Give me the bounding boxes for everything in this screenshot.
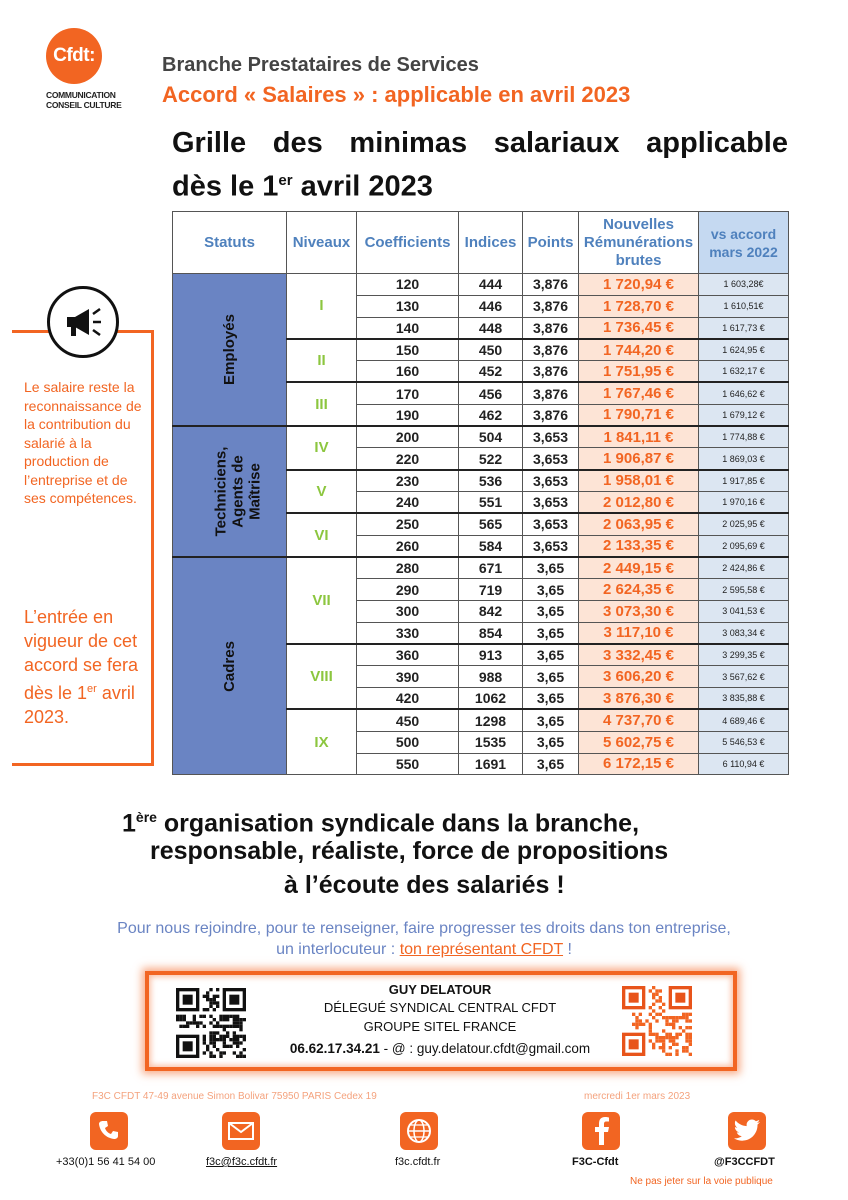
side-text-salaire: Le salaire reste la reconnaissance de la contribution du salarié à la production de l’entreprise et de ses compétences. <box>24 379 142 506</box>
remuneration-cell: 1 744,20 € <box>579 339 699 361</box>
logo-circle: Cfdt: <box>46 28 102 84</box>
qr-code-left[interactable] <box>176 988 246 1058</box>
remuneration-cell: 3 117,10 € <box>579 622 699 644</box>
grille-word: des <box>272 127 323 159</box>
header-points: Points <box>523 212 579 274</box>
slogan-line1-b: organisation syndicale dans la branche, <box>156 809 640 838</box>
table-row <box>173 557 789 579</box>
grille-line2-a: dès le 1 <box>172 170 279 203</box>
points-cell: 3,65 <box>523 688 579 710</box>
footer-disclaimer: Ne pas jeter sur la voie publique <box>630 1176 773 1187</box>
statut-label: Employés <box>221 314 238 385</box>
previous-salary-cell: 1 632,17 € <box>699 361 789 383</box>
niveau-cell: I <box>287 274 357 339</box>
points-cell: 3,65 <box>523 753 579 775</box>
remuneration-cell: 3 876,30 € <box>579 688 699 710</box>
remuneration-cell: 1 736,45 € <box>579 317 699 339</box>
table-body <box>173 274 789 775</box>
points-cell: 3,65 <box>523 644 579 666</box>
points-cell: 3,653 <box>523 491 579 513</box>
indice-cell: 565 <box>459 513 523 535</box>
logo-line1: COMMUNICATION <box>46 90 116 100</box>
indice-cell: 584 <box>459 535 523 557</box>
header-indices: Indices <box>459 212 523 274</box>
remuneration-cell: 6 172,15 € <box>579 753 699 775</box>
previous-salary-cell: 5 546,53 € <box>699 731 789 753</box>
indice-cell: 536 <box>459 470 523 492</box>
indice-cell: 1062 <box>459 688 523 710</box>
previous-salary-cell: 2 595,58 € <box>699 579 789 601</box>
indice-cell: 522 <box>459 448 523 470</box>
previous-salary-cell: 1 617,73 € <box>699 317 789 339</box>
indice-cell: 842 <box>459 600 523 622</box>
previous-salary-cell: 1 679,12 € <box>699 404 789 426</box>
remuneration-cell: 2 063,95 € <box>579 513 699 535</box>
points-cell: 3,653 <box>523 426 579 448</box>
join-line2 <box>40 939 808 960</box>
header-statuts: Statuts <box>173 212 287 274</box>
niveau-cell: VII <box>287 557 357 644</box>
previous-salary-cell: 2 424,86 € <box>699 557 789 579</box>
join-line1: Pour nous rejoindre, pour te renseigner, faire progresser tes droits dans ton entreprise, <box>117 920 731 937</box>
side-text-entree <box>24 605 144 729</box>
remuneration-cell: 1 841,11 € <box>579 426 699 448</box>
remuneration-cell: 1 751,95 € <box>579 361 699 383</box>
indice-cell: 671 <box>459 557 523 579</box>
contact-role: DÉLEGUÉ SYNDICAL CENTRAL CFDT <box>323 1000 557 1015</box>
remuneration-cell: 2 624,35 € <box>579 579 699 601</box>
table-row <box>173 426 789 448</box>
previous-salary-cell: 3 835,88 € <box>699 688 789 710</box>
grille-word: minimas <box>349 127 468 159</box>
previous-salary-cell: 1 774,88 € <box>699 426 789 448</box>
previous-salary-cell: 1 970,16 € <box>699 491 789 513</box>
indice-cell: 913 <box>459 644 523 666</box>
contact-group: GROUPE SITEL FRANCE <box>363 1019 517 1034</box>
statut-label: Techniciens, Agents de Maîtrise <box>212 446 264 537</box>
statut-cell <box>173 274 287 427</box>
coef-cell: 260 <box>357 535 459 557</box>
footer-mail-label[interactable]: f3c@f3c.cfdt.fr <box>206 1156 278 1168</box>
grille-line2-b: avril 2023 <box>292 170 433 203</box>
coef-cell: 390 <box>357 666 459 688</box>
slogan-line3: à l’écoute des salariés ! <box>284 871 565 899</box>
points-cell: 3,65 <box>523 600 579 622</box>
coef-cell: 220 <box>357 448 459 470</box>
side-text2-b: avril 2023. <box>24 683 135 727</box>
twitter-icon[interactable] <box>728 1112 766 1150</box>
previous-salary-cell: 1 610,51€ <box>699 295 789 317</box>
previous-salary-cell: 3 083,34 € <box>699 622 789 644</box>
accord-title: Accord « Salaires » : applicable en avril 2023 <box>162 82 631 107</box>
slogan-line1-sup: ère <box>135 809 157 825</box>
header-coefficients: Coefficients <box>357 212 459 274</box>
points-cell: 3,876 <box>523 404 579 426</box>
contact-email[interactable]: guy.delatour.cfdt@gmail.com <box>416 1041 591 1056</box>
representant-link[interactable]: ton représentant CFDT <box>399 941 564 958</box>
table-row <box>173 274 789 296</box>
previous-salary-cell: 1 603,28€ <box>699 274 789 296</box>
indice-cell: 448 <box>459 317 523 339</box>
points-cell: 3,876 <box>523 274 579 296</box>
remuneration-cell: 2 449,15 € <box>579 557 699 579</box>
points-cell: 3,653 <box>523 470 579 492</box>
remuneration-cell: 1 720,94 € <box>579 274 699 296</box>
statut-label: Cadres <box>220 640 238 692</box>
coef-cell: 240 <box>357 491 459 513</box>
remuneration-cell: 1 728,70 € <box>579 295 699 317</box>
join-text <box>40 918 808 960</box>
points-cell: 3,65 <box>523 731 579 753</box>
coef-cell: 330 <box>357 622 459 644</box>
header-vs-accord: vs accord mars 2022 <box>699 212 789 274</box>
grille-title <box>172 124 788 206</box>
header-nouvelles-remunerations: Nouvelles Rémunérations brutes <box>579 212 699 274</box>
globe-icon[interactable] <box>400 1112 438 1150</box>
logo-line2: CONSEIL CULTURE <box>46 100 122 110</box>
points-cell: 3,65 <box>523 709 579 731</box>
coef-cell: 230 <box>357 470 459 492</box>
statut-cell <box>173 426 287 557</box>
footer-twitter-label[interactable]: @F3CCFDT <box>714 1156 775 1168</box>
points-cell: 3,876 <box>523 295 579 317</box>
contact-separator: - @ : <box>379 1041 417 1056</box>
megaphone-icon <box>47 286 119 358</box>
indice-cell: 444 <box>459 274 523 296</box>
contact-phone-number[interactable]: 06.62.17.34.21 <box>289 1041 380 1056</box>
salary-grid-table <box>172 211 789 775</box>
statut-cell <box>173 557 287 775</box>
remuneration-cell: 3 606,20 € <box>579 666 699 688</box>
remuneration-cell: 1 767,46 € <box>579 382 699 404</box>
coef-cell: 200 <box>357 426 459 448</box>
indice-cell: 504 <box>459 426 523 448</box>
grille-word: Grille <box>172 127 247 159</box>
niveau-cell: III <box>287 382 357 426</box>
niveau-cell: IX <box>287 709 357 774</box>
join-line2-b: ! <box>563 941 572 958</box>
points-cell: 3,653 <box>523 513 579 535</box>
coef-cell: 150 <box>357 339 459 361</box>
points-cell: 3,65 <box>523 557 579 579</box>
niveau-cell: VIII <box>287 644 357 709</box>
contact-phone-email <box>240 1041 640 1056</box>
points-cell: 3,876 <box>523 339 579 361</box>
side-text2-a: L’entrée en vigueur de cet accord se fera dès le 1 <box>24 607 139 703</box>
remuneration-cell: 3 332,45 € <box>579 644 699 666</box>
mail-icon[interactable] <box>222 1112 260 1150</box>
indice-cell: 1535 <box>459 731 523 753</box>
indice-cell: 551 <box>459 491 523 513</box>
points-cell: 3,653 <box>523 448 579 470</box>
footer-phone-label: +33(0)1 56 41 54 00 <box>56 1156 156 1168</box>
indice-cell: 446 <box>459 295 523 317</box>
header-niveaux: Niveaux <box>287 212 357 274</box>
grille-word: salariaux <box>493 127 620 159</box>
previous-salary-cell: 1 869,03 € <box>699 448 789 470</box>
branche-title: Branche Prestataires de Services <box>162 54 479 76</box>
slogan-line2: responsable, réaliste, force de propositions <box>150 837 669 865</box>
remuneration-cell: 2 133,35 € <box>579 535 699 557</box>
contact-name: GUY DELATOUR <box>388 982 492 997</box>
coef-cell: 450 <box>357 709 459 731</box>
join-line2-a: un interlocuteur : <box>276 941 400 958</box>
indice-cell: 854 <box>459 622 523 644</box>
indice-cell: 450 <box>459 339 523 361</box>
footer-date: mercredi 1er mars 2023 <box>584 1091 691 1102</box>
previous-salary-cell: 1 917,85 € <box>699 470 789 492</box>
indice-cell: 462 <box>459 404 523 426</box>
niveau-cell: VI <box>287 513 357 557</box>
previous-salary-cell: 2 025,95 € <box>699 513 789 535</box>
grille-word: applicable <box>646 127 788 159</box>
remuneration-cell: 3 073,30 € <box>579 600 699 622</box>
cfdt-logo <box>44 26 122 110</box>
points-cell: 3,876 <box>523 382 579 404</box>
coef-cell: 290 <box>357 579 459 601</box>
slogan-line1-a: 1 <box>122 809 136 838</box>
coef-cell: 300 <box>357 600 459 622</box>
previous-salary-cell: 2 095,69 € <box>699 535 789 557</box>
footer-facebook-label[interactable]: F3C-Cfdt <box>572 1156 619 1168</box>
previous-salary-cell: 6 110,94 € <box>699 753 789 775</box>
remuneration-cell: 1 958,01 € <box>579 470 699 492</box>
coef-cell: 420 <box>357 688 459 710</box>
previous-salary-cell: 1 646,62 € <box>699 382 789 404</box>
coef-cell: 130 <box>357 295 459 317</box>
previous-salary-cell: 3 299,35 € <box>699 644 789 666</box>
indice-cell: 988 <box>459 666 523 688</box>
coef-cell: 120 <box>357 274 459 296</box>
table-header-row <box>173 212 789 274</box>
coef-cell: 500 <box>357 731 459 753</box>
facebook-icon[interactable] <box>582 1112 620 1150</box>
indice-cell: 456 <box>459 382 523 404</box>
indice-cell: 1691 <box>459 753 523 775</box>
indice-cell: 1298 <box>459 709 523 731</box>
coef-cell: 360 <box>357 644 459 666</box>
coef-cell: 250 <box>357 513 459 535</box>
indice-cell: 452 <box>459 361 523 383</box>
coef-cell: 550 <box>357 753 459 775</box>
remuneration-cell: 1 790,71 € <box>579 404 699 426</box>
remuneration-cell: 4 737,70 € <box>579 709 699 731</box>
side-text2-sup: er <box>87 683 97 695</box>
points-cell: 3,653 <box>523 535 579 557</box>
previous-salary-cell: 3 567,62 € <box>699 666 789 688</box>
remuneration-cell: 1 906,87 € <box>579 448 699 470</box>
points-cell: 3,876 <box>523 317 579 339</box>
coef-cell: 280 <box>357 557 459 579</box>
coef-cell: 170 <box>357 382 459 404</box>
indice-cell: 719 <box>459 579 523 601</box>
remuneration-cell: 5 602,75 € <box>579 731 699 753</box>
points-cell: 3,65 <box>523 622 579 644</box>
niveau-cell: II <box>287 339 357 383</box>
points-cell: 3,876 <box>523 361 579 383</box>
grille-line2-sup: er <box>278 172 293 189</box>
footer-web-label[interactable]: f3c.cfdt.fr <box>395 1156 441 1168</box>
remuneration-cell: 2 012,80 € <box>579 491 699 513</box>
phone-icon[interactable] <box>90 1112 128 1150</box>
coef-cell: 140 <box>357 317 459 339</box>
previous-salary-cell: 3 041,53 € <box>699 600 789 622</box>
coef-cell: 190 <box>357 404 459 426</box>
footer-address: F3C CFDT 47-49 avenue Simon Bolivar 75950 PARIS Cedex 19 <box>92 1091 377 1102</box>
coef-cell: 160 <box>357 361 459 383</box>
previous-salary-cell: 1 624,95 € <box>699 339 789 361</box>
points-cell: 3,65 <box>523 666 579 688</box>
niveau-cell: IV <box>287 426 357 470</box>
niveau-cell: V <box>287 470 357 514</box>
points-cell: 3,65 <box>523 579 579 601</box>
previous-salary-cell: 4 689,46 € <box>699 709 789 731</box>
